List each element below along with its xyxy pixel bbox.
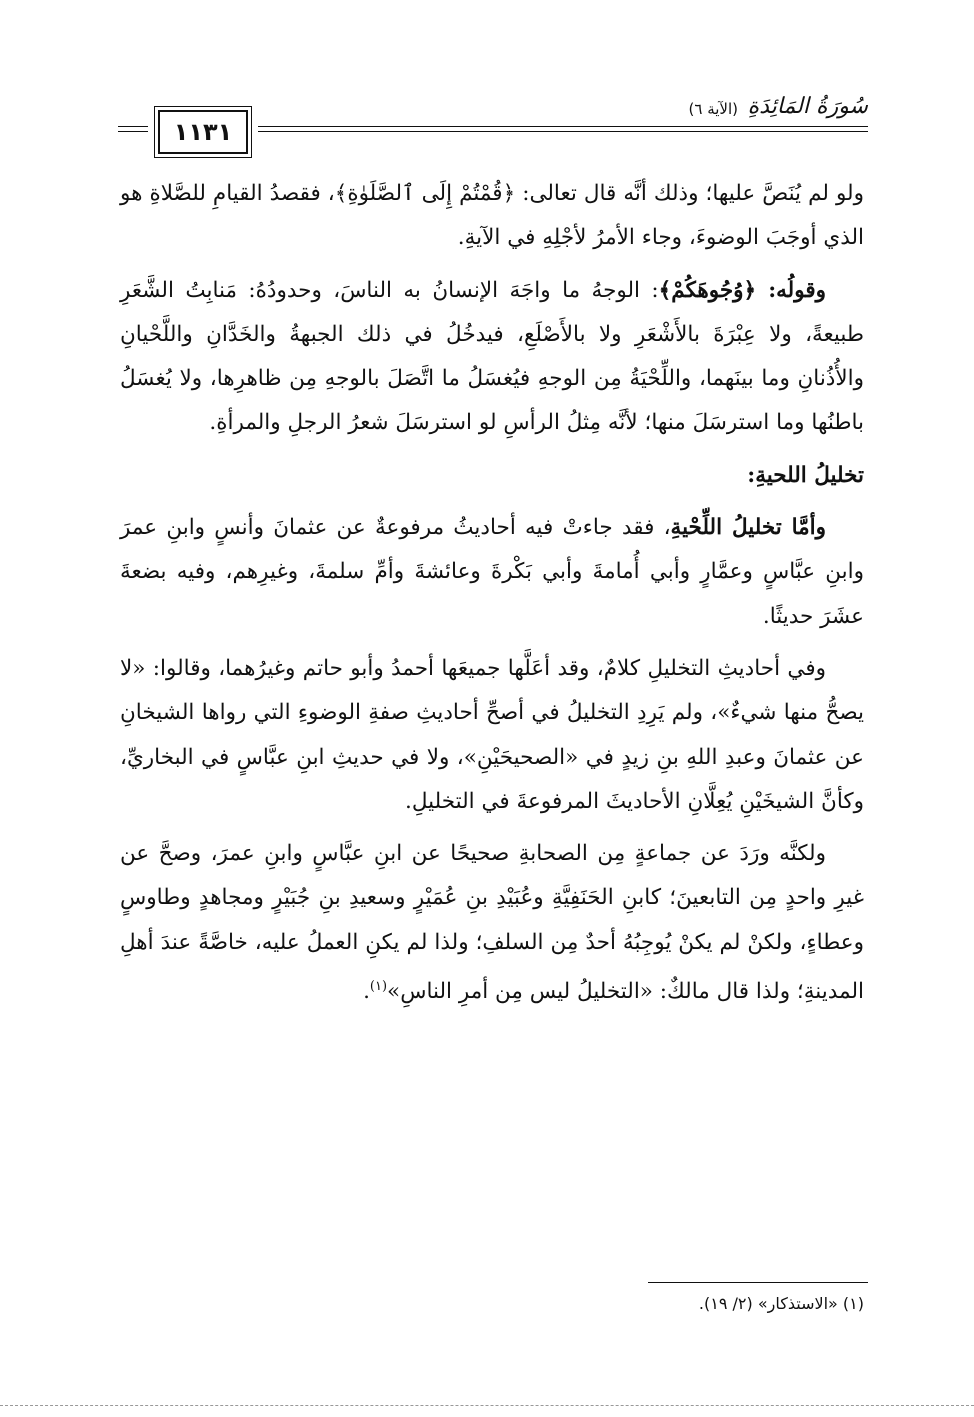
page-header [118,94,868,154]
footnote-ref: (١) [369,979,388,995]
paragraph [120,647,864,824]
paragraph [120,506,864,639]
footnote: (١) «الاستذكار» (٢/ ١٩). [698,1294,864,1313]
term-lead: وقولُه: ﴿وُجُوهَكُمْ﴾ [658,277,826,303]
header-rule [258,131,868,132]
section-heading: تخليلُ اللحيةِ: [747,462,864,488]
sura-title: سُورَةُ المَائِدَةِ [747,94,868,119]
paragraph [120,832,864,1014]
page-number: ١١٣١ [158,110,248,154]
paragraph-text: ولو لم يُنَصَّ عليها؛ وذلك أنَّه قال تعالى: ﴿قُمْتُمْ إِلَى ٱلصَّلَوٰةِ﴾، فقصدُ القيامِ للصَّلاةِ هو الذي أوجَبَ الوضوءَ، وجاء الأمرُ لأجْلِهِ في الآيةِ. [120,181,864,251]
paragraph [120,172,864,261]
paragraph-end: . [363,979,370,1005]
paragraph-text: : الوجهُ ما واجَهَ الإنسانُ به الناسَ، وحدودُهُ: مَنابِتُ الشَّعَرِ طبيعةً، ولا عِبْرَةَ بالأَشْعَرِ ولا بالأَصْلَعِ، فيدخُلُ في ذلك الجبهةُ والخَدَّانِ واللَّحْيانِ والأُذُنانِ وما بينَهما، واللِّحْيَةُ مِن الوجهِ فيُغسَلُ ما اتَّصَلَ بالوجهِ مِن ظاهرِها، ولا يُغسَلُ باطنُها وما استرسَلَ منها؛ لأنَّه مِثلُ الرأسِ لو استرسَلَ شعرُ الرجلِ والمرأةِ. [120,277,864,436]
header-rule [118,131,148,132]
aya-label: (الآية ٦) [688,100,738,118]
footnote-rule [648,1282,868,1283]
paragraph-text: وفي أحاديثِ التخليلِ كلامٌ، وقد أعَلَّها جميعَها أحمدُ وأبو حاتم وغيرُهما، وقالوا: «لا يصحُّ منها شيءٌ»، ولم يَرِدِ التخليلُ في أصحِّ أحاديثِ صفةِ الوضوءِ التي رواها الشيخانِ عن عثمانَ وعبدِ اللهِ بنِ زيدٍ في «الصحيحَيْنِ»، ولا في حديثِ ابنِ عبَّاسٍ في البخاريِّ، وكأنَّ الشيخَيْنِ يُعِلَّانِ الأحاديثَ المرفوعةَ في التخليلِ. [120,655,864,814]
paragraph-text: ، فقد جاءتْ فيه أحاديثُ مرفوعةٌ عن عثمانَ وأنسٍ وابنِ عمرَ وابنِ عبَّاسٍ وعمَّارٍ وأبي أُمامةَ وأبي بَكْرةَ وعائشةَ وأمِّ سلمةَ، وغيرِهم، وفيه بضعةَ عشَرَ حديثًا. [120,515,864,629]
header-rule [118,126,148,127]
paragraph [120,269,864,446]
header-rule [258,126,868,127]
main-text [120,172,864,1015]
term-lead: وأمَّا تخليلُ اللِّحْيةِ [670,515,826,541]
paragraph-text: ولكنَّه ورَدَ عن جماعةٍ مِن الصحابةِ صحيحًا عن ابنِ عبَّاسٍ وابنِ عمرَ، وصحَّ عن غيرِ واحدٍ مِن التابعينَ؛ كابنِ الحَنَفِيَّةِ وعُبَيْدِ بنِ عُمَيْرٍ وسعيدِ بنِ جُبَيْرٍ ومجاهدٍ وطاوسٍ وعطاءٍ، ولكنْ لم يكنْ يُوجِبُهُ أحدٌ مِن السلفِ؛ ولذا لم يكنِ العملُ عليه، خاصَّةً عندَ أهلِ المدينةِ؛ ولذا قال مالكٌ: «التخليلُ ليس مِن أمرِ الناسِ» [120,841,864,1005]
page-edge-line [0,1405,974,1406]
